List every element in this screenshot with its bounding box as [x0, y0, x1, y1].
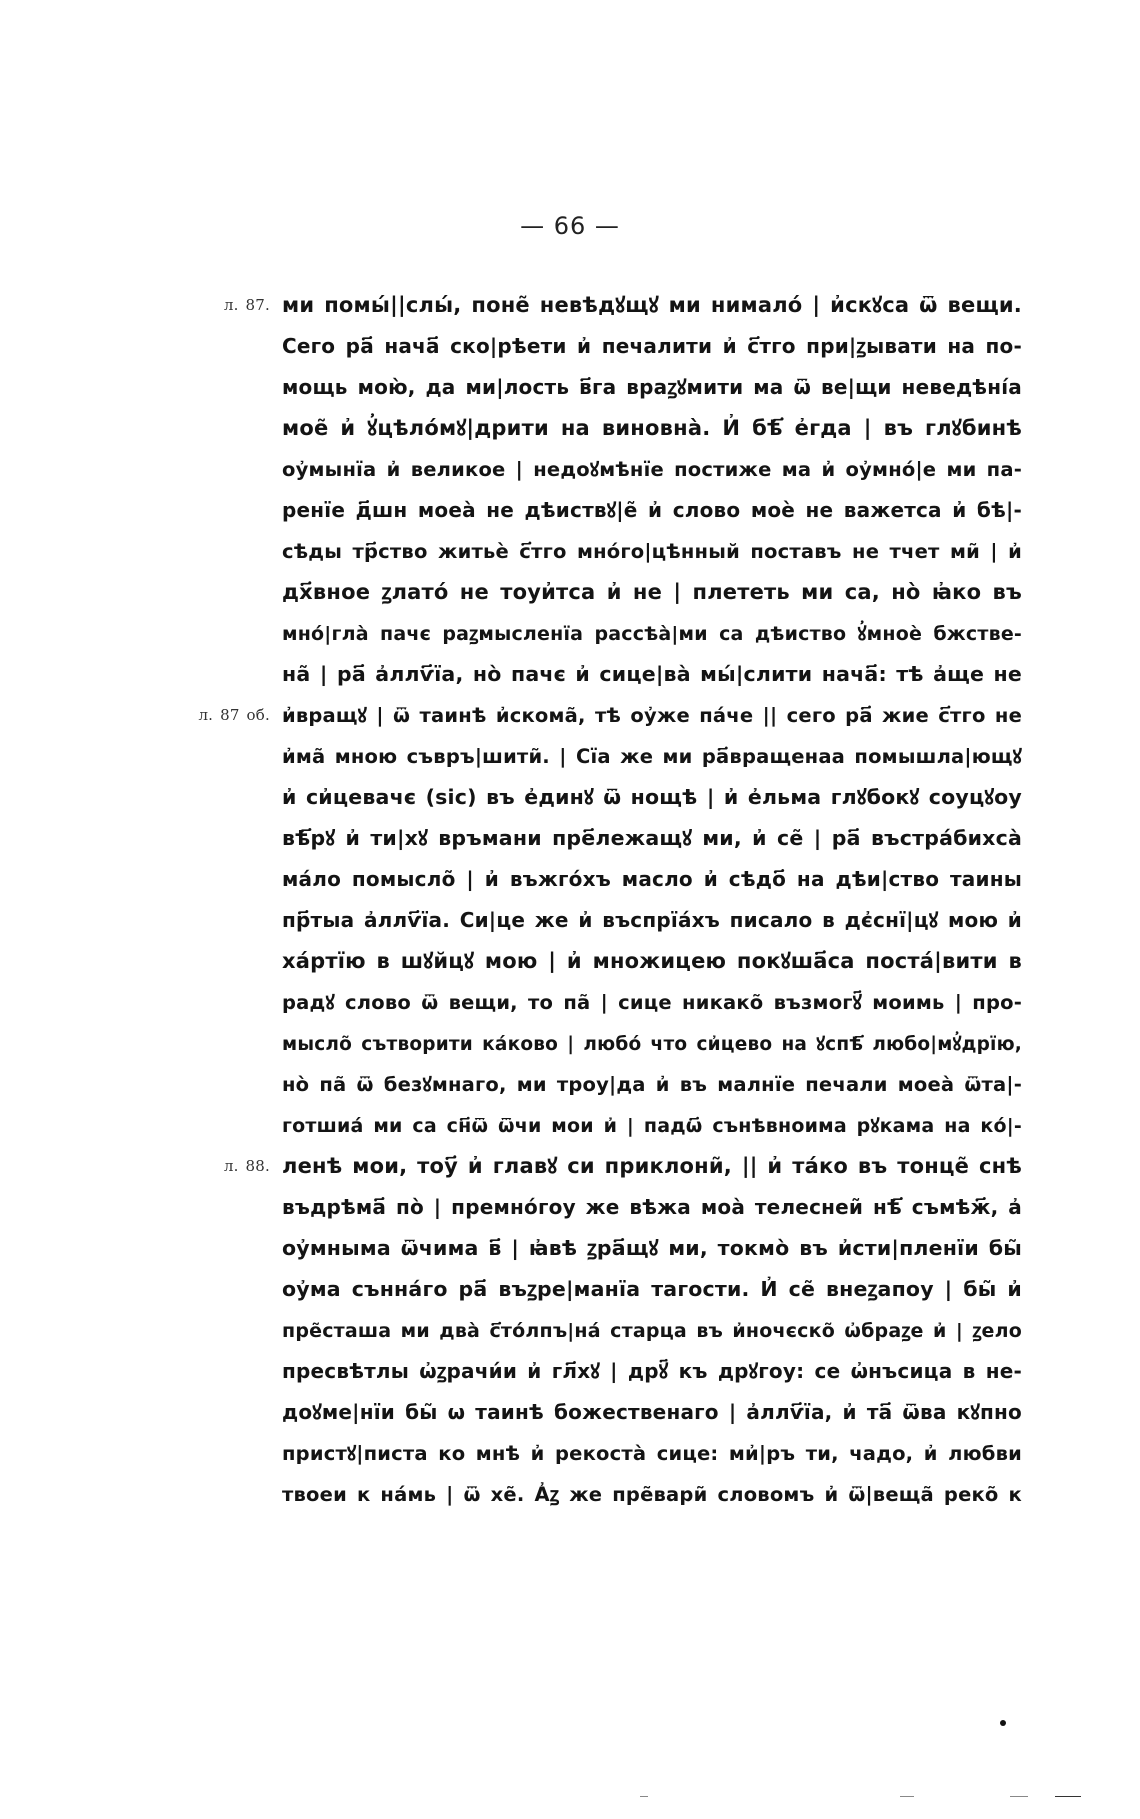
line-text: ми помы́||слы́, поне̃ невѣдꙋщꙋ ми нимало́ | и҆скꙋса ѿ вещи. [282, 293, 1022, 317]
text-line [282, 818, 1022, 859]
text-line [282, 490, 1022, 531]
line-text: ренїе д҃шн моеа̀ не дѣиствꙋ|е̃ и҆ слово моѐ не важетса и҆ бѣ|- [282, 498, 1022, 522]
line-text: мно́|гла̀ пачє раꙁмысленїа рассѣа̀|ми са дѣиство ꙋ҆мноѐ бжстве- [282, 623, 1022, 645]
scan-artifact-dash [640, 1796, 648, 1797]
line-text: вѣ҃рꙋ и҆ ти|хꙋ връмани пре҃лежащꙋ ми, и҆ се̃ | ра҃ въстра́бихса̀ [282, 826, 1022, 850]
text-line [282, 941, 1022, 982]
line-text: оу҆мынїа и҆ великое | недоꙋмѣнїе постиже ма и҆ оу҆мно́|е ми па- [282, 458, 1022, 481]
text-line [282, 531, 1022, 572]
line-text: мощь мою̀, да ми|лость в҃га враꙁꙋмити ма ѿ ве|щи неведѣні́а [282, 375, 1022, 399]
text-line [282, 736, 1022, 777]
text-line [282, 1023, 1022, 1064]
text-block [198, 285, 1022, 1515]
text-line [282, 367, 1022, 408]
scan-artifact-dash [900, 1796, 914, 1797]
text-line [282, 654, 1022, 695]
text-line [282, 326, 1022, 367]
page-number: — 66 — [520, 212, 620, 240]
line-text: готшиа́ ми са сн҃ѿ ѿчи мои и҆ | падѡ҃ сънѣвноима рꙋкама на ко́|- [282, 1115, 1022, 1137]
text-line [198, 695, 1022, 736]
scan-artifact-dash [1055, 1796, 1081, 1797]
text-line [282, 1433, 1022, 1474]
text-line [282, 1187, 1022, 1228]
text-line [282, 1310, 1022, 1351]
text-line [282, 1105, 1022, 1146]
text-line [282, 1228, 1022, 1269]
text-line [282, 613, 1022, 654]
line-text: въдрѣма҃ по̀ | премно́гоу же вѣжа моа̀ телеснеи̃ нѣ҃ съмѣж҃, а҆ [282, 1195, 1022, 1219]
line-text: пр҃тыа а҆ллѵ҃їа. Си|це же и҆ въспрїа́хъ писало в дє҆снї|цꙋ мою и҆ [282, 908, 1022, 932]
line-text: оу҆мныма ѿчима в҃ | ꙗ҆вѣ ꙁра҃щꙋ ми, токмо̀ въ и҆сти|пленїи бы̃ [282, 1236, 1022, 1260]
line-text: оу҆ма сънна́го ра҃ въꙁре|манїа тагости. И҆ се̃ внеꙁапоу | бы̃ и҆ [282, 1277, 1022, 1301]
text-line [282, 1351, 1022, 1392]
line-text: пре̃сташа ми два̀ с҃то́лпъ|на́ старца въ и҆ночєско̃ ѡ҆браꙁе и҆ | ꙁело [282, 1320, 1022, 1342]
line-text: Сего ра҃ нача҃ ско|рѣети и҆ печалити и҆ с҃тго при|ꙁывати на по- [282, 334, 1022, 358]
line-text: пресвѣтлы ѡ҆ꙁрачи́и и҆ гл҃хꙋ | дрꙋ҃ къ дрꙋгоу: се ѡ҆нъсица в не- [282, 1359, 1022, 1383]
text-line [282, 449, 1022, 490]
text-line [282, 777, 1022, 818]
ink-dot-mark [1000, 1720, 1006, 1726]
text-line [282, 900, 1022, 941]
line-text: дх҃вное ꙁлато́ не тоуи҆тса и҆ не | плететь ми са, но̀ ꙗ҆ко въ [282, 580, 1022, 604]
text-line [282, 1269, 1022, 1310]
text-line [282, 1474, 1022, 1515]
margin-reference: л. 87. [223, 296, 270, 314]
text-line [282, 1064, 1022, 1105]
line-text: мое̃ и҆ ꙋ҆цѣло́мꙋ|дрити на виновна̀. И҆ бѣ҃ е҆гда | въ глꙋбинѣ [282, 416, 1022, 440]
line-text: и҆ма̃ мною съвръ|шити̃. | Сїа же ми ра҃вращенаа помышла|ющꙋ [282, 745, 1022, 768]
line-text: радꙋ слово ѿ вещи, то па̃ | сице никако̃ възмогꙋ҃ моимь | про- [282, 991, 1022, 1014]
text-line [282, 408, 1022, 449]
line-text: доꙋме|нїи бы̃ ѡ таинѣ божественаго | а҆ллѵ҃їа, и҆ та҃ ѿва кꙋпно [282, 1400, 1022, 1424]
text-line [282, 982, 1022, 1023]
line-text: сѣды тр҃ство житьѐ с҃тго мно́го|цѣнный поставъ не тчет ми̃ | и҆ [282, 540, 1022, 563]
line-text: и҆вращꙋ | ѿ таинѣ и҆скома̃, тѣ оу҆же па́че || сего ра҃ жие с҃тго не [282, 704, 1022, 727]
text-line [223, 285, 1022, 326]
line-text: и҆ си҆цевачє (sic) въ е҆динꙋ ѿ нощѣ | и҆ е҆льма глꙋбокꙋ соуцꙋоу [282, 785, 1022, 809]
line-text: пристꙋ|писта ко мнѣ и҆ рекоста̀ сице: ми҆|ръ ти, чадо, и҆ любви [282, 1442, 1022, 1465]
line-text: на̃ | ра҃ а҆ллѵ҃їа, но̀ пачє и҆ сице|ва̀ мы́|слити нача҃: тѣ а҆ще не [282, 662, 1022, 686]
margin-reference: л. 87 об. [198, 706, 270, 724]
margin-reference: л. 88. [223, 1157, 270, 1175]
line-text: ха́ртїю в шꙋйцꙋ мою | и҆ множицею покꙋша҃са поста́|вити в [282, 949, 1022, 973]
scan-artifact-dash [1010, 1796, 1028, 1797]
line-text: но̀ па̃ ѿ безꙋмнаго, ми троу|да и҆ въ малнїе печали моеа̀ ѿта|- [282, 1073, 1022, 1096]
line-text: ма́ло помысло̃ | и҆ въжго́хъ масло и҆ сѣдо҃ на дѣи|ство таины [282, 867, 1022, 891]
line-text: твоеи к на́мь | ѿ хе̃. А҆ꙁ же пре̃вари̃ словомъ и҆ ѿ|веща̃ реко̃ к [282, 1483, 1022, 1506]
line-text: мысло̃ сътворити ка́ково | любо́ что си҆цево на ꙋспѣ҃ любо|мꙋ҆дрїю, [282, 1034, 1022, 1055]
line-text: ленѣ мои, тоу҃ и҆ главꙋ си приклони̃, || и҆ та́ко въ тонце̃ снѣ [282, 1154, 1022, 1178]
text-line [282, 859, 1022, 900]
text-line [223, 1146, 1022, 1187]
text-line [282, 1392, 1022, 1433]
text-line [282, 572, 1022, 613]
